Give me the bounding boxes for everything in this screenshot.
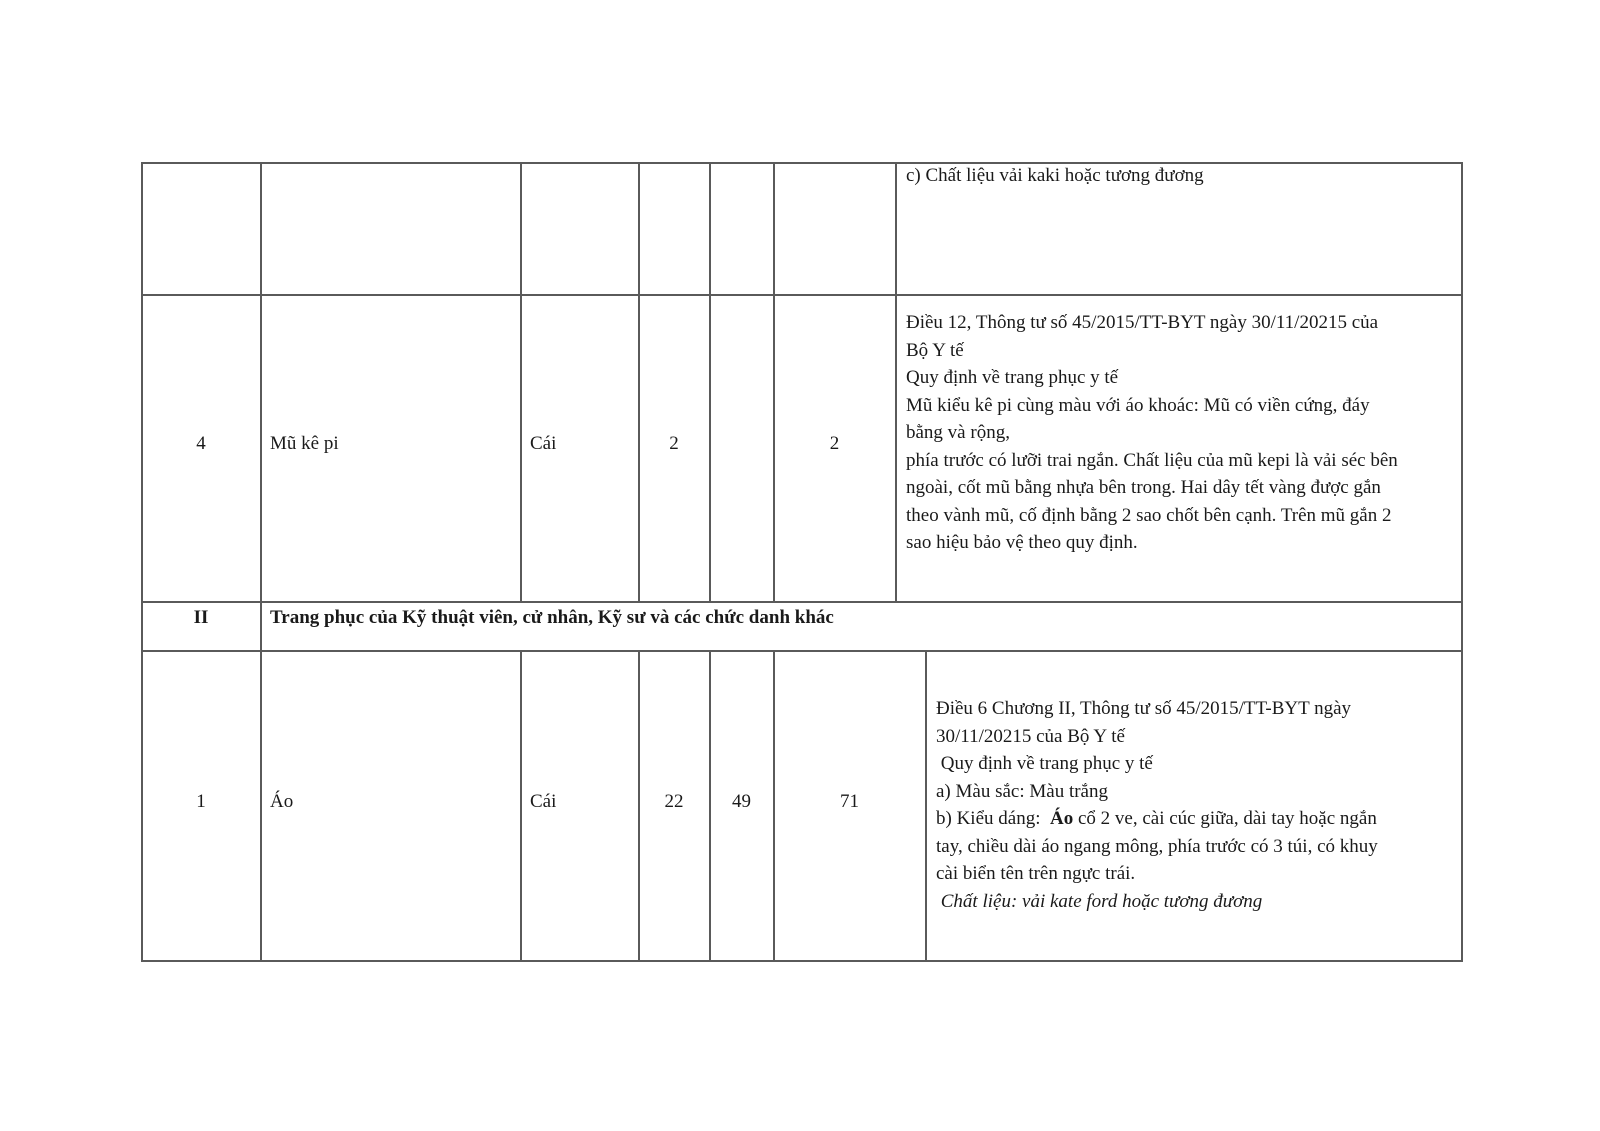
unit-cell: Cái xyxy=(530,791,557,812)
description-line: tay, chiều dài áo ngang mông, phía trước có 3 túi, có khuy xyxy=(936,835,1378,857)
row-divider xyxy=(141,294,1463,296)
description-line: 30/11/20215 của Bộ Y tế xyxy=(936,725,1125,747)
table-border-left xyxy=(141,162,143,961)
description-line: ngoài, cốt mũ bằng nhựa bên trong. Hai dây tết vàng được gắn xyxy=(906,477,1381,498)
description-line: Điều 6 Chương II, Thông tư số 45/2015/TT-BYT ngày xyxy=(936,698,1352,719)
section-title: Trang phục của Kỹ thuật viên, cử nhân, Kỹ sư và các chức danh khác xyxy=(270,607,834,628)
quantity-cell: 22 xyxy=(664,791,684,812)
description-line: Mũ kiểu kê pi cùng màu với áo khoác: Mũ có viền cứng, đáy xyxy=(906,394,1370,416)
description-bold-text: Áo xyxy=(1049,808,1074,829)
column-divider xyxy=(520,650,522,961)
description-line: bằng và rộng, xyxy=(906,422,1010,443)
description-line: cài biển tên trên ngực trái. xyxy=(936,863,1136,884)
table-border-right xyxy=(1461,162,1463,961)
quantity-cell: 49 xyxy=(732,791,751,812)
row-divider xyxy=(141,650,1463,652)
unit-cell: Cái xyxy=(530,433,557,454)
description-cell xyxy=(936,695,1378,915)
description-cell xyxy=(906,309,1398,557)
column-divider xyxy=(773,162,775,601)
row-divider xyxy=(141,601,1463,603)
column-divider xyxy=(638,162,640,601)
total-cell: 71 xyxy=(840,791,859,812)
description-line: Chất liệu: vải kate ford hoặc tương đương xyxy=(936,890,1263,912)
stt-cell: 1 xyxy=(196,791,206,812)
description-line: Điều 12, Thông tư số 45/2015/TT-BYT ngày 30/11/20215 của xyxy=(906,312,1379,333)
description-line: a) Màu sắc: Màu trắng xyxy=(936,780,1108,802)
description-line xyxy=(936,805,1378,833)
description-line: Bộ Y tế xyxy=(906,339,964,361)
column-divider xyxy=(895,162,897,601)
section-number: II xyxy=(193,607,209,628)
description-text: b) Kiểu dáng: xyxy=(936,808,1050,829)
item-name-cell: Áo xyxy=(270,791,294,812)
description-text: cổ 2 ve, cài cúc giữa, dài tay hoặc ngắn xyxy=(1073,808,1377,829)
description-line: Quy định về trang phục y tế xyxy=(936,753,1153,774)
description-line: phía trước có lưỡi trai ngắn. Chất liệu của mũ kepi là vải séc bên xyxy=(906,449,1398,471)
column-divider xyxy=(709,162,711,601)
description-line: c) Chất liệu vải kaki hoặc tương đương xyxy=(906,165,1204,186)
column-divider xyxy=(520,162,522,601)
items-table xyxy=(141,162,1463,961)
table-border-bottom xyxy=(141,960,1463,962)
table-border-top xyxy=(141,162,1463,164)
description-line: sao hiệu bảo vệ theo quy định. xyxy=(906,532,1138,553)
item-name-cell: Mũ kê pi xyxy=(270,433,339,454)
column-divider xyxy=(260,162,262,961)
description-cell xyxy=(906,162,1204,190)
description-line: theo vành mũ, cố định bằng 2 sao chốt bên cạnh. Trên mũ gắn 2 xyxy=(906,504,1392,526)
quantity-cell: 2 xyxy=(669,433,679,454)
description-line: Quy định về trang phục y tế xyxy=(906,367,1119,388)
stt-cell: 4 xyxy=(196,433,206,454)
total-cell: 2 xyxy=(829,433,840,454)
